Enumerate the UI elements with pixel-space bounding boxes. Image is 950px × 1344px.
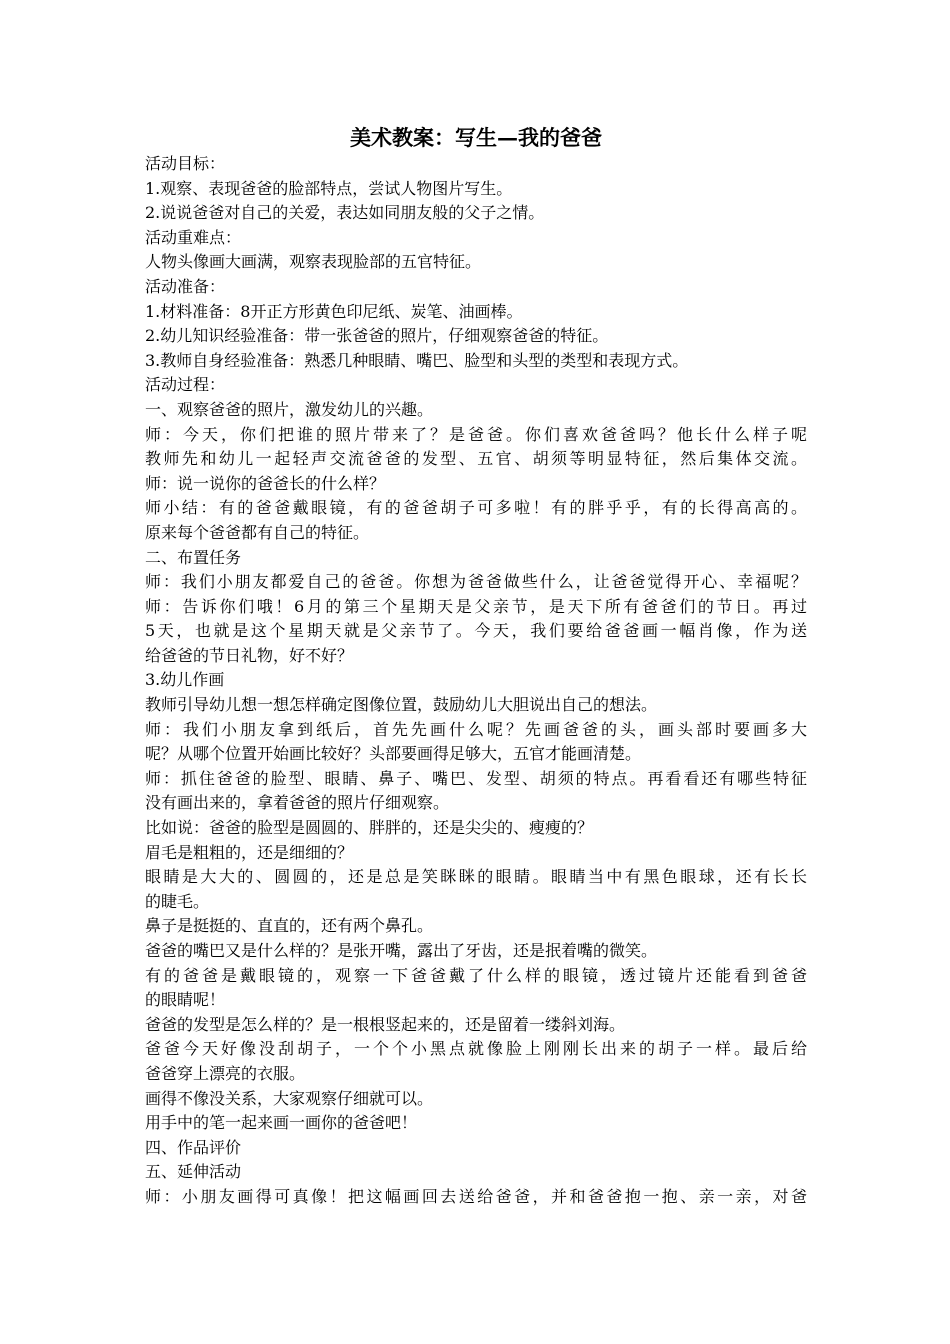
document-line: 1.材料准备：8开正方形黄色印尼纸、炭笔、油画棒。 [145, 301, 523, 321]
document-body [145, 152, 807, 1210]
document-line: 鼻子是挺挺的、直直的，还有两个鼻孔。 [145, 916, 434, 936]
document-title: 美术教案：写生—我的爸爸 [350, 125, 602, 150]
document-line: 呢？从哪个位置开始画比较好？头部要画得足够大，五官才能画清楚。 [145, 744, 642, 764]
document-line: 师：告诉你们哦！6月的第三个星期天是父亲节，是天下所有爸爸们的节日。再过 [145, 596, 807, 616]
document-line: 活动准备： [145, 276, 226, 296]
document-line: 师：我们小朋友都爱自己的爸爸。你想为爸爸做些什么，让爸爸觉得开心、幸福呢？ [145, 572, 807, 592]
document-line: 爸爸穿上漂亮的衣服。 [145, 1063, 306, 1083]
document-line: 爸爸的嘴巴又是什么样的？是张开嘴，露出了牙齿，还是抿着嘴的微笑。 [145, 941, 658, 960]
document-line: 爸爸的发型是怎么样的？是一根根竖起来的，还是留着一缕斜刘海。 [145, 1014, 626, 1034]
document-line: 活动重难点： [145, 227, 242, 247]
document-line: 2.幼儿知识经验准备：带一张爸爸的照片，仔细观察爸爸的特征。 [145, 326, 609, 346]
document-line: 给爸爸的节日礼物，好不好？ [145, 645, 354, 665]
document-line: 活动目标： [145, 154, 226, 173]
document-page [145, 124, 807, 1210]
document-line: 爸爸今天好像没刮胡子，一个个小黑点就像脸上刚刚长出来的胡子一样。最后给 [145, 1039, 807, 1059]
document-line: 的眼睛呢！ [145, 990, 226, 1010]
document-line: 原来每个爸爸都有自己的特征。 [145, 522, 370, 542]
document-line: 五、延伸活动 [145, 1162, 242, 1182]
document-line: 师：说一说你的爸爸长的什么样？ [145, 473, 386, 493]
document-line: 师小结：有的爸爸戴眼镜，有的爸爸胡子可多啦！有的胖乎乎，有的长得高高的。 [145, 498, 807, 518]
document-line: 师：小朋友画得可真像！把这幅画回去送给爸爸，并和爸爸抱一抱、亲一亲，对爸 [145, 1186, 807, 1206]
document-line: 师：今天，你们把谁的照片带来了？是爸爸。你们喜欢爸爸吗？他长什么样子呢 [145, 424, 807, 444]
document-line: 5天，也就是这个星期天就是父亲节了。今天，我们要给爸爸画一幅肖像，作为送 [145, 621, 807, 641]
document-line: 四、作品评价 [145, 1137, 242, 1157]
document-line: 3.幼儿作画 [145, 670, 225, 690]
document-line: 的睫毛。 [145, 891, 210, 911]
document-line: 2.说说爸爸对自己的关爱，表达如同朋友般的父子之情。 [145, 203, 545, 223]
document-line: 二、布置任务 [145, 547, 242, 567]
document-line: 用手中的笔一起来画一画你的爸爸吧！ [145, 1113, 418, 1133]
document-line: 1.观察、表现爸爸的脸部特点，尝试人物图片写生。 [145, 178, 513, 198]
document-line: 画得不像没关系，大家观察仔细就可以。 [145, 1088, 434, 1108]
document-line: 比如说：爸爸的脸型是圆圆的、胖胖的，还是尖尖的、瘦瘦的？ [145, 818, 594, 838]
document-line: 活动过程： [145, 375, 226, 395]
document-line: 教师先和幼儿一起轻声交流爸爸的发型、五官、胡须等明显特征，然后集体交流。 [145, 449, 807, 469]
document-line: 3.教师自身经验准备：熟悉几种眼睛、嘴巴、脸型和头型的类型和表现方式。 [145, 350, 689, 370]
document-line: 一、观察爸爸的照片，激发幼儿的兴趣。 [145, 399, 434, 419]
document-line: 眼睛是大大的、圆圆的，还是总是笑眯眯的眼睛。眼睛当中有黑色眼球，还有长长 [145, 867, 807, 887]
document-line: 人物头像画大画满，观察表现脸部的五官特征。 [145, 252, 482, 272]
document-line: 有的爸爸是戴眼镜的，观察一下爸爸戴了什么样的眼镜，透过镜片还能看到爸爸 [145, 965, 807, 985]
document-line: 没有画出来的，拿着爸爸的照片仔细观察。 [145, 793, 450, 813]
document-line: 眉毛是粗粗的，还是细细的？ [145, 842, 354, 862]
document-line: 师：抓住爸爸的脸型、眼睛、鼻子、嘴巴、发型、胡须的特点。再看看还有哪些特征 [145, 768, 807, 788]
document-line: 师：我们小朋友拿到纸后，首先先画什么呢？先画爸爸的头，画头部时要画多大 [145, 719, 807, 739]
document-line: 教师引导幼儿想一想怎样确定图像位置，鼓励幼儿大胆说出自己的想法。 [145, 695, 658, 715]
